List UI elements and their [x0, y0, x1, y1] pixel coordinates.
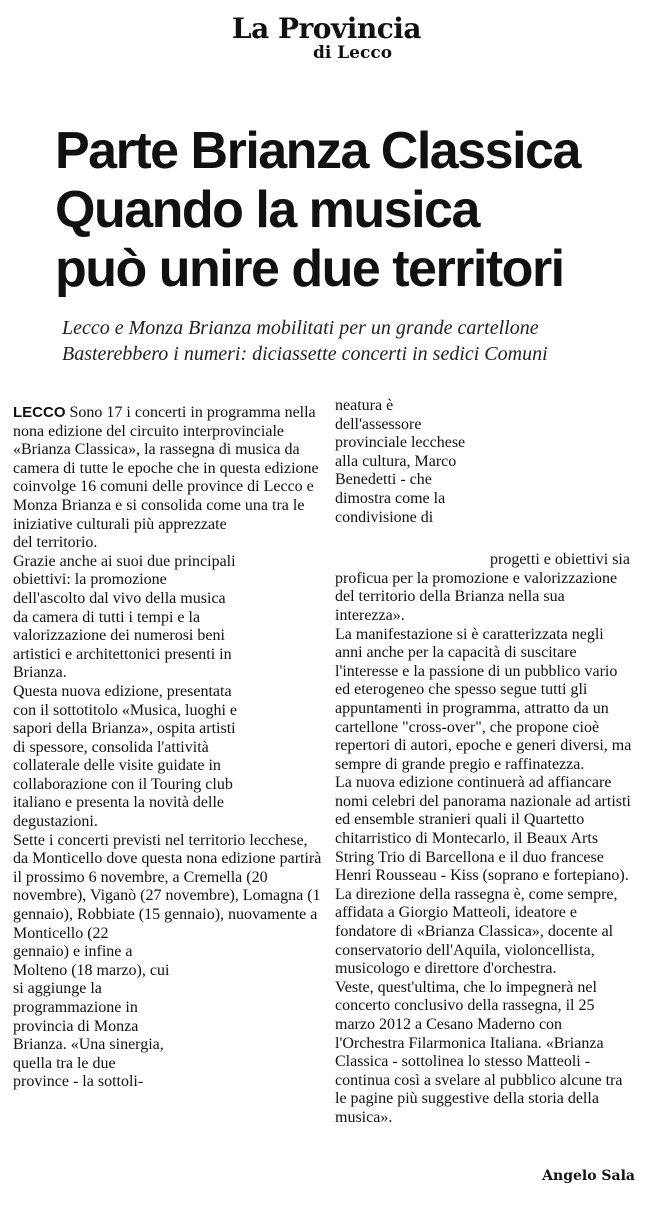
- subheadline: [62, 315, 647, 367]
- article-column-1: [13, 404, 323, 1092]
- article-column-2: [335, 397, 635, 1128]
- newspaper-name: La Provincia: [231, 12, 422, 45]
- article-paragraph: gennaio) e infine a Molteno (18 marzo), cui si aggiunge la programmazione in provincia di Monza Brianza. «Una sinergia, quella tra le due province - la sottoli-: [13, 943, 170, 1091]
- subheadline-line-2: Basterebbero i numeri: diciassette concerti in sedici Comuni: [62, 343, 548, 365]
- author-byline: Angelo Sala: [542, 1168, 635, 1184]
- article-paragraph: La manifestazione si è caratterizzata negli anni anche per la capacità di suscitare l'interesse e la passione di un pubblico vario ed eterogeneo che spesso segue tutti gli appuntamenti in programma, attratto da un cartellone "cross-over", che propone cioè repertori di autori, epoche e generi diversi, ma sempre di grande pregio e raffinatezza.: [335, 625, 632, 773]
- article-paragraph: LECCO Sono 17 i concerti in programma nella nona edizione del circuito interprovinciale «Brianza Classica», la rassegna di musica da camera di tutte le epoche che in questa edizione coinvolge 16 comuni delle province di Lecco e Monza Brianza e si consolida come una tra le: [13, 404, 319, 514]
- headline-line-2: Quando la musica: [55, 181, 479, 239]
- dateline: LECCO: [13, 404, 66, 421]
- article-paragraph: neatura è dell'assessore provinciale lecchese alla cultura, Marco Benedetti - che dimostra come la condivisione di: [335, 397, 466, 526]
- headline-line-3: può unire due territori: [55, 240, 564, 298]
- subheadline-line-1: Lecco e Monza Brianza mobilitati per un grande cartellone: [62, 317, 539, 339]
- masthead: [0, 14, 653, 62]
- article-paragraph: Veste, quest'ultima, che lo impegnerà nel concerto conclusivo della rassegna, il 25 marzo 2012 a Cesano Maderno con l'Orchestra Filarmonica Italiana. «Brianza Classica - sottolinea lo stesso Matteoli - continua così a svelare al pubblico alcune tra le pagine più suggestive della storia della musica».: [335, 978, 623, 1126]
- article-paragraph: progetti e obiettivi sia proficua per la promozione e valorizzazione del territorio della Brianza nella sua interezza».: [335, 551, 630, 624]
- headline: [55, 122, 645, 299]
- article-paragraph: La direzione della rassegna è, come sempre, affidata a Giorgio Matteoli, ideatore e fondatore di «Brianza Classica», docente al conservatorio dell'Aquila, violoncellista, musicologo e direttore d'orchestra.: [335, 885, 618, 978]
- article-paragraph: iniziative culturali più apprezzate del territorio.: [13, 515, 227, 552]
- headline-line-1: Parte Brianza Classica: [55, 122, 580, 180]
- article-paragraph: La nuova edizione continuerà ad affiancare nomi celebri del panorama nazionale ad artisti ed ensemble stranieri quali il Quartetto chitarristico di Montecarlo, il Beaux Arts String Trio di Barcellona e il duo francese Henri Rousseau - Kiss (soprano e fortepiano).: [335, 774, 631, 885]
- newspaper-edition: di Lecco: [312, 43, 393, 63]
- article-paragraph: Questa nuova edizione, presentata con il sottotitolo «Musica, luoghi e sapori della Brianza», ospita artisti di spessore, consolida l'attività collaterale delle visite guidate in collaborazione con il Touring club italiano e presenta la novità delle degustazioni.: [13, 682, 237, 831]
- article-paragraph: Grazie anche ai suoi due principali obiettivi: la promozione dell'ascolto dal vivo della musica da camera di tutti i tempi e la valorizzazione dei numerosi beni artistici e architettonici presenti in Brianza.: [13, 552, 236, 682]
- article-paragraph: Sette i concerti previsti nel territorio lecchese, da Monticello dove questa nona edizione partirà il prossimo 6 novembre, a Cremella (20 novembre), Viganò (27 novembre), Lomagna (1 gennaio), Robbiate (15 gennaio), nuovamente a Monticello (22: [13, 831, 322, 942]
